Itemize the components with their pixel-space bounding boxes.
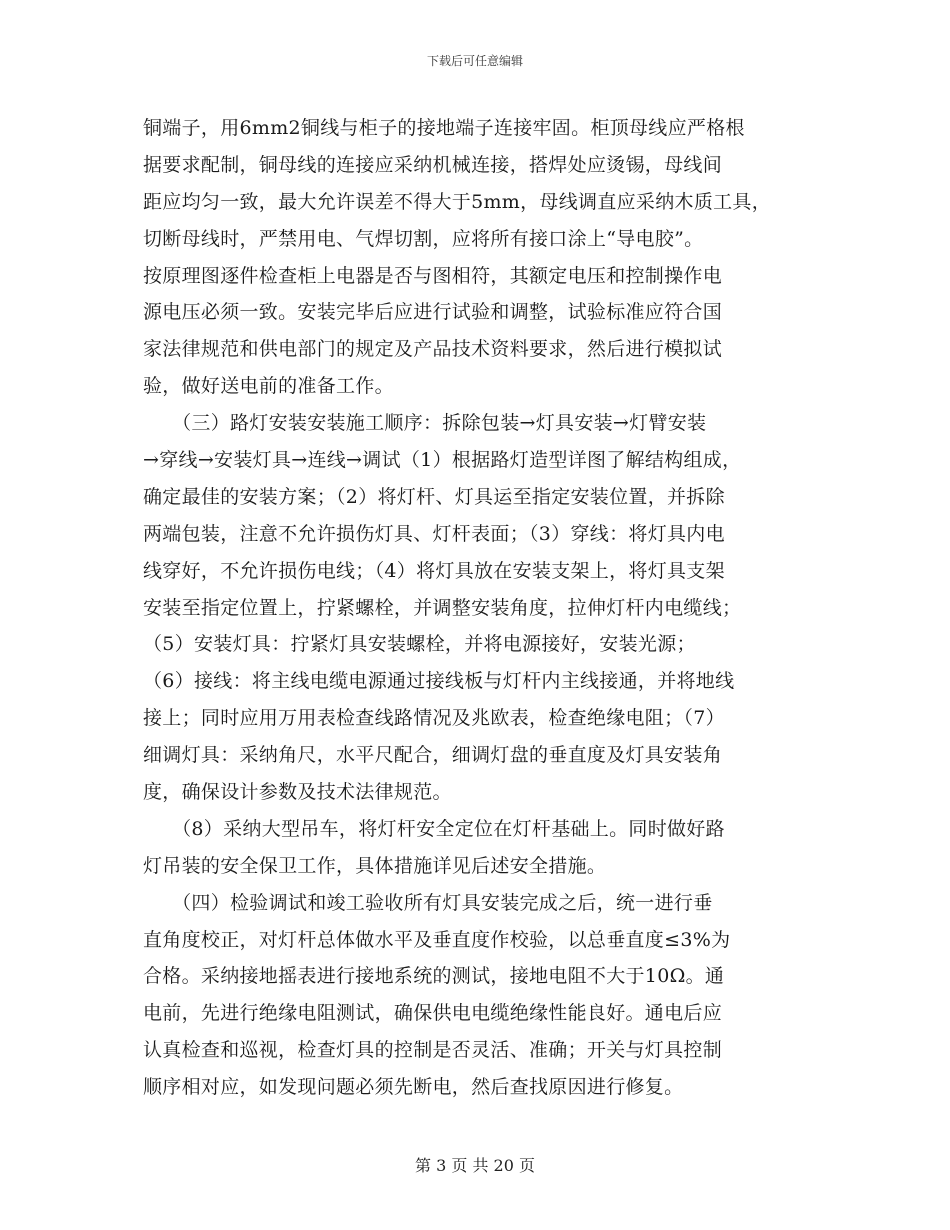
page-footer: 第 3 页 共 20 页 — [415, 1156, 535, 1175]
text-line: 距应均匀一致，最大允许误差不得大于5mm，母线调直应采纳木质工具， — [143, 190, 772, 213]
text-line: （三）路灯安装安装施工顺序：拆除包装→灯具安装→灯臂安装 — [143, 412, 707, 435]
text-line: 细调灯具：采纳角尺，水平尺配合，细调灯盘的垂直度及灯具安装角 — [143, 744, 723, 767]
text-line: 合格。采纳接地摇表进行接地系统的测试，接地电阻不大于10Ω。通 — [143, 965, 725, 988]
text-line: （四）检验调试和竣工验收所有灯具安装完成之后，统一进行垂 — [143, 891, 713, 914]
document-body — [143, 110, 823, 1106]
text-line: （8）采纳大型吊车，将灯杆安全定位在灯杆基础上。同时做好路 — [143, 817, 725, 840]
text-line: →穿线→安装灯具→连线→调试（1）根据路灯造型详图了解结构组成， — [143, 449, 742, 472]
text-line: 源电压必须一致。安装完毕后应进行试验和调整，试验标准应符合国 — [143, 301, 723, 324]
text-line: 铜端子，用6mm2铜线与柜子的接地端子连接牢固。柜顶母线应严格根 — [143, 117, 745, 139]
text-line: 直角度校正，对灯杆总体做水平及垂直度作校验，以总垂直度≤3%为 — [143, 928, 731, 951]
text-line: 线穿好，不允许损伤电线；（4）将灯具放在安装支架上，将灯具支架 — [143, 559, 725, 582]
text-line: 两端包装，注意不允许损伤灯具、灯杆表面；（3）穿线：将灯具内电 — [143, 522, 725, 545]
text-line: 接上；同时应用万用表检查线路情况及兆欧表，检查绝缘电阻；（7） — [143, 707, 725, 730]
text-line: 度，确保设计参数及技术法律规范。 — [143, 781, 452, 804]
text-line: 家法律规范和供电部门的规定及产品技术资料要求，然后进行模拟试 — [143, 338, 723, 361]
text-line: 安装至指定位置上，拧紧螺栓，并调整安装角度，拉伸灯杆内电缆线； — [143, 596, 742, 619]
text-line: 按原理图逐件检查柜上电器是否与图相符，其额定电压和控制操作电 — [143, 264, 723, 287]
text-line: 电前，先进行绝缘电阻测试，确保供电电缆绝缘性能良好。通电后应 — [143, 1002, 723, 1025]
text-line: 验，做好送电前的准备工作。 — [143, 375, 394, 398]
text-line: 认真检查和巡视，检查灯具的控制是否灵活、准确；开关与灯具控制 — [143, 1039, 723, 1062]
text-line: 据要求配制，铜母线的连接应采纳机械连接，搭焊处应烫锡，母线间 — [143, 153, 723, 176]
text-line: （6）接线：将主线电缆电源通过接线板与灯杆内主线接通，并将地线 — [143, 670, 735, 693]
text-line: （5）安装灯具：拧紧灯具安装螺栓，并将电源接好，安装光源； — [143, 633, 696, 656]
text-line: 切断母线时，严禁用电、气焊切割，应将所有接口涂上“导电胶”。 — [143, 227, 704, 250]
text-line: 顺序相对应，如发现问题必须先断电，然后查找原因进行修复。 — [143, 1076, 684, 1099]
page-header: 下载后可任意编辑 — [426, 54, 523, 68]
text-line: 灯吊装的安全保卫工作，具体措施详见后述安全措施。 — [143, 854, 607, 877]
text-line: 确定最佳的安装方案；（2）将灯杆、灯具运至指定安装位置，并拆除 — [143, 485, 725, 508]
